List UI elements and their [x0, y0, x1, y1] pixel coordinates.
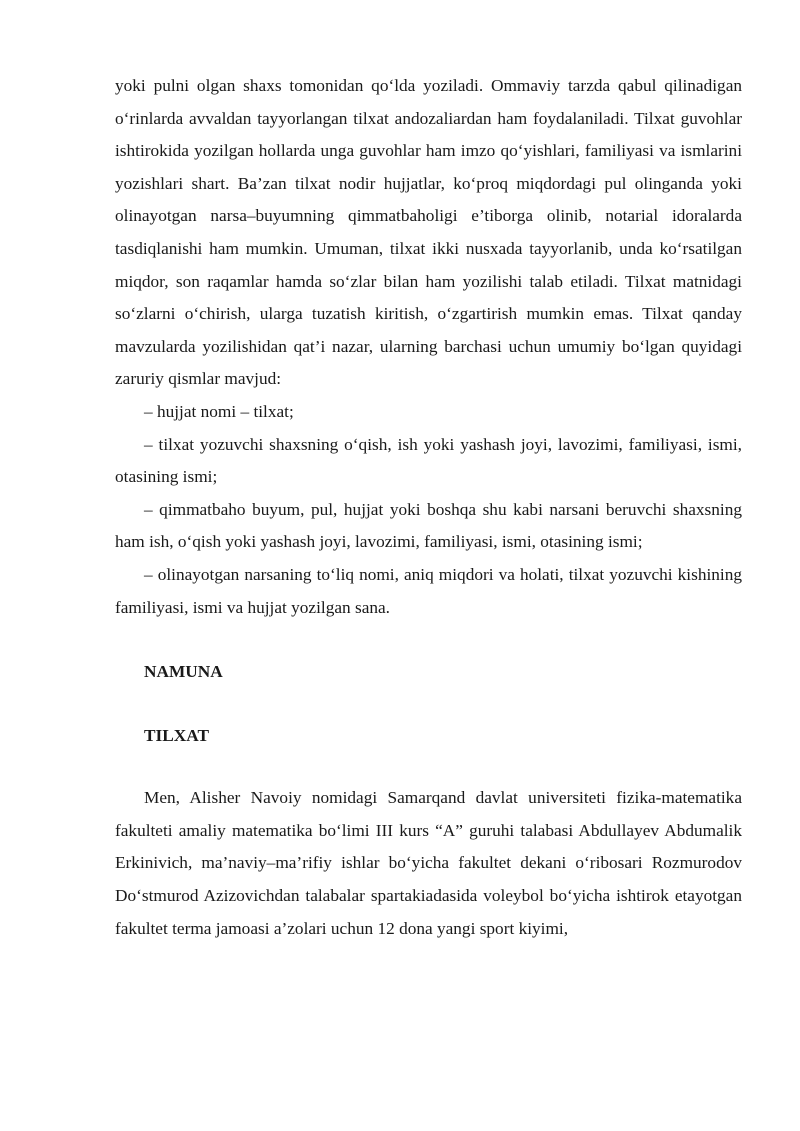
list-item-document-name: – hujjat nomi – tilxat;: [144, 401, 294, 421]
document-body: [115, 70, 742, 945]
receipt-title: TILXAT: [144, 725, 209, 745]
list-item-giver-details: – qimmatbaho buyum, pul, hujjat yoki boshqa shu kabi narsani beruvchi shaxsning ham ish, o‘qish yoki yashash joyi, lavozimi, familiyasi, ismi, otasining ismi;: [115, 499, 742, 552]
list-item-writer-details: – tilxat yozuvchi shaxsning o‘qish, ish yoki yashash joyi, lavozimi, familiyasi, ismi, otasining ismi;: [115, 434, 742, 487]
intro-paragraph: yoki pulni olgan shaxs tomonidan qo‘lda yoziladi. Ommaviy tarzda qabul qilinadigan o‘rinlarda avvaldan tayyorlangan tilxat andozaliardan ham foydalaniladi. Tilxat guvohlar ishtirokida yozilgan hollarda unga guvohlar ham imzo qo‘yishlari, familiyasi va ismlarini yozishlari shart. Ba’zan tilxat nodir hujjatlar, ko‘proq miqdordagi pul olinganda yoki olinayotgan narsa–buyumning qimmatbaholigi e’tiborga olinib, notarial idoralarda tasdiqlanishi ham mumkin. Umuman, tilxat ikki nusxada tayyorlanib, unda ko‘rsatilgan miqdor, son raqamlar hamda so‘zlar bilan ham yozilishi talab etiladi. Tilxat matnidagi so‘zlarni o‘chirish, ularga tuzatish kiritish, o‘zgartirish mumkin emas. Tilxat qanday mavzularda yozilishidan qat’i nazar, ularning barchasi uchun umumiy bo‘lgan quyidagi zaruriy qismlar mavjud:: [115, 76, 742, 389]
sample-heading: NAMUNA: [144, 662, 223, 682]
list-item-item-details: – olinayotgan narsaning to‘liq nomi, aniq miqdori va holati, tilxat yozuvchi kishining familiyasi, ismi va hujjat yozilgan sana.: [115, 564, 742, 617]
receipt-body: Men, Alisher Navoiy nomidagi Samarqand davlat universiteti fizika-matematika fakulteti amaliy matematika bo‘limi III kurs “A” guruhi talabasi Abdullayev Abdumalik Erkinivich, ma’naviy–ma’rifiy ishlar bo‘yicha fakultet dekani o‘ribosari Rozmurodov Do‘stmurod Azizovichdan talabalar spartakiadasida voleybol bo‘yicha ishtirok etayotgan fakultet terma jamoasi a’zolari uchun 12 dona yangi sport kiyimi,: [115, 788, 742, 938]
